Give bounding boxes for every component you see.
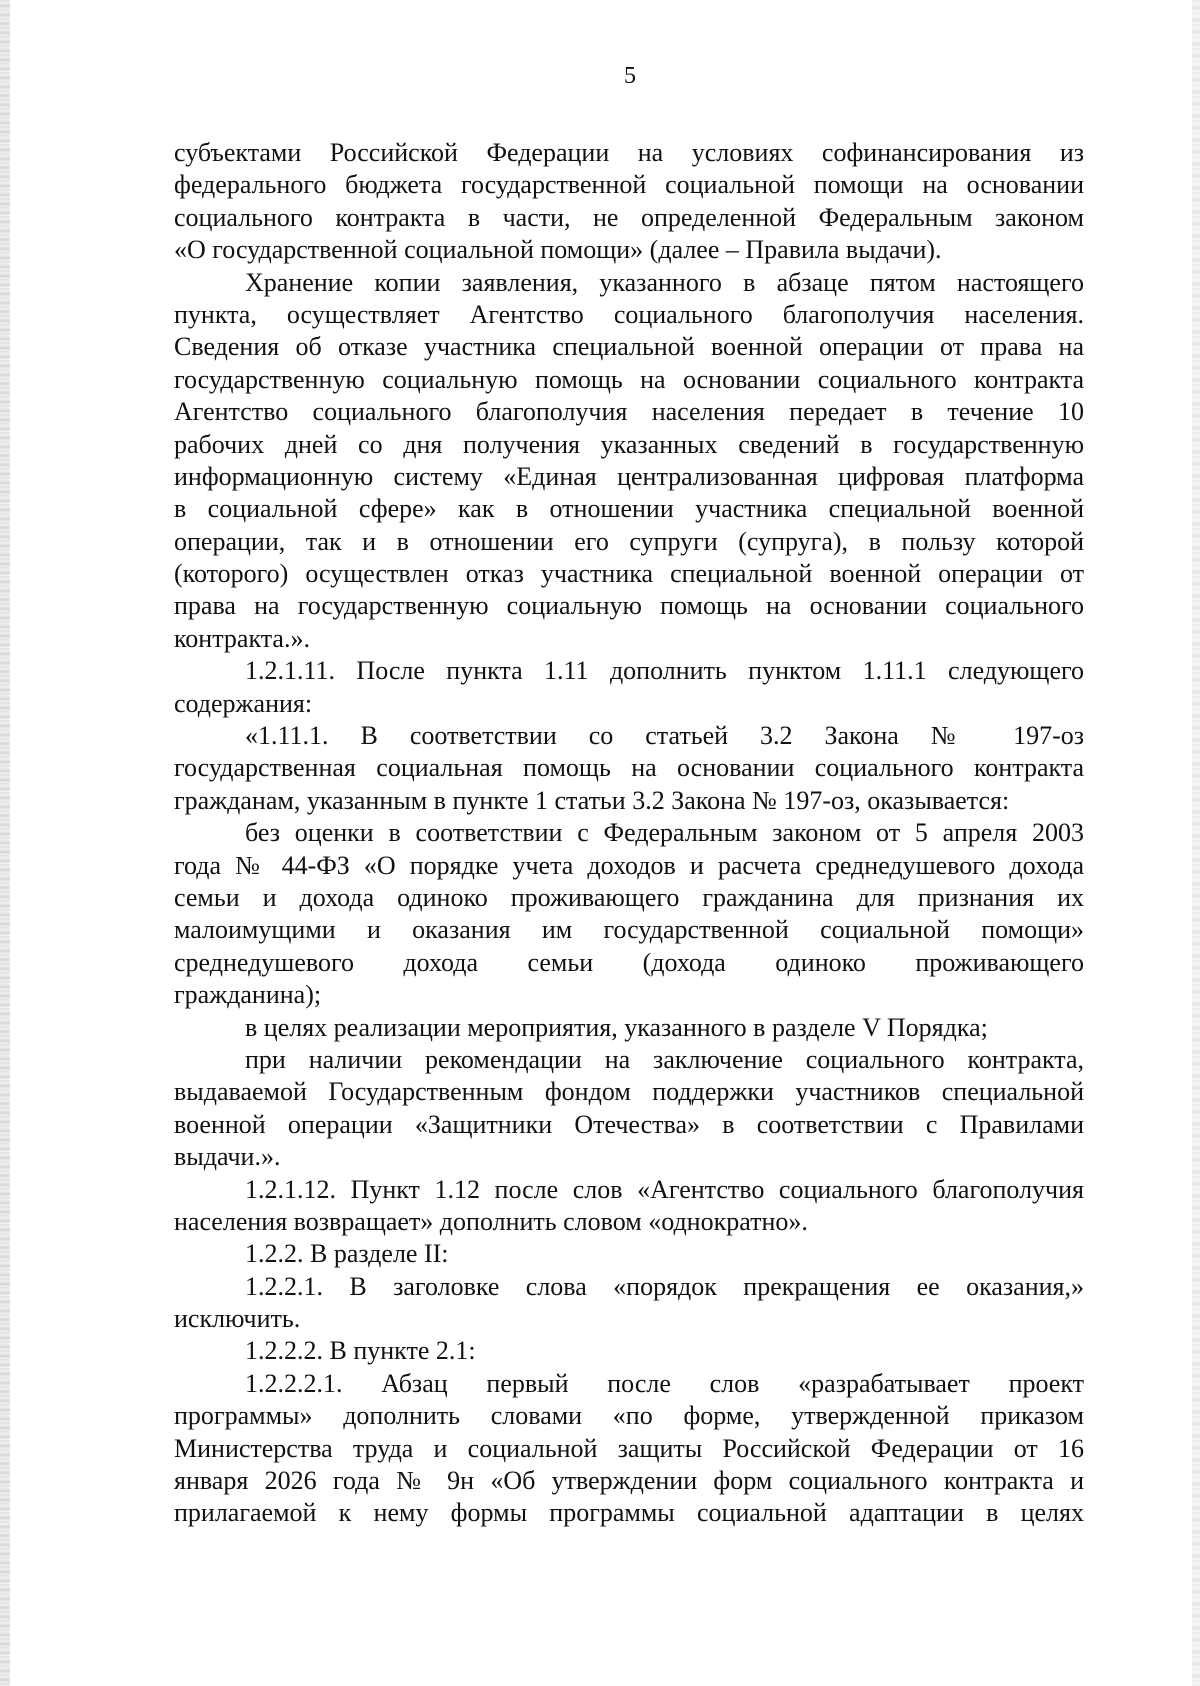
text-line: прилагаемой к нему формы программы социальной адаптации в целях [174,1498,1084,1528]
text-line: 1.2.2.2.1. Абзац первый после слов «разрабатывает проект [245,1368,1084,1398]
text-line: федерального бюджета государственной социальной помощи на основании [174,170,1084,200]
text-line: без оценки в соответствии с Федеральным законом от 5 апреля 2003 [245,818,1084,848]
text-line: 1.2.2.2. В пункте 2.1: [245,1336,476,1366]
scan-edge-left [0,0,10,1686]
text-line: Агентство социального благополучия населения передает в течение 10 [174,397,1084,427]
text-line: года № 44-ФЗ «О порядке учета доходов и расчета среднедушевого дохода [174,850,1084,880]
text-line: исключить. [174,1304,301,1334]
scan-edge-right [1192,0,1200,1686]
text-line: «О государственной социальной помощи» (далее – Правила выдачи). [174,235,942,265]
text-line: малоимущими и оказания им государственной социальной помощи» [174,915,1084,945]
text-line: социального контракта в части, не определенной Федеральным законом [174,202,1084,232]
text-line: содержания: [174,688,313,718]
text-line: в целях реализации мероприятия, указанного в разделе V Порядка; [245,1012,988,1042]
document-body [174,137,1084,1530]
text-line: при наличии рекомендации на заключение социального контракта, [245,1044,1084,1074]
text-line: рабочих дней со дня получения указанных сведений в государственную [174,429,1084,459]
text-line: гражданам, указанным в пункте 1 статьи 3.2 Закона № 197-оз, оказывается: [174,785,1010,815]
text-line: 1.2.2.1. В заголовке слова «порядок прекращения ее оказания,» [245,1271,1084,1301]
text-line: операции, так и в отношении его супруги (супруга), в пользу которой [174,526,1084,556]
text-line: 1.2.1.11. После пункта 1.11 дополнить пунктом 1.11.1 следующего [245,656,1084,686]
text-line: января 2026 года № 9н «Об утверждении форм социального контракта и [174,1466,1084,1496]
page-number: 5 [624,63,636,89]
text-line: 1.2.1.12. Пункт 1.12 после слов «Агентство социального благополучия [245,1174,1084,1204]
text-line: права на государственную социальную помощь на основании социального [174,591,1084,621]
text-line: государственную социальную помощь на основании социального контракта [174,364,1084,394]
text-line: военной операции «Защитники Отечества» в соответствии с Правилами [174,1109,1084,1139]
text-line: «1.11.1. В соответствии со статьей 3.2 Закона № 197-оз [245,721,1084,751]
text-line: контракта.». [174,623,310,653]
text-line: Сведения об отказе участника специальной военной операции от права на [174,332,1084,362]
text-line: в социальной сфере» как в отношении участника специальной военной [174,494,1084,524]
text-line: среднедушевого дохода семьи (дохода одиноко проживающего [174,947,1084,977]
text-line: 1.2.2. В разделе II: [245,1239,449,1269]
text-line: программы» дополнить словами «по форме, утвержденной приказом [174,1401,1084,1431]
text-line: семьи и дохода одиноко проживающего гражданина для признания их [174,882,1084,912]
text-line: гражданина); [174,980,322,1010]
text-line: информационную систему «Единая централизованная цифровая платформа [174,461,1084,491]
text-line: выдаваемой Государственным фондом поддержки участников специальной [174,1077,1084,1107]
text-line: населения возвращает» дополнить словом «однократно». [174,1206,808,1236]
text-line: Хранение копии заявления, указанного в абзаце пятом настоящего [245,267,1084,297]
text-line: выдачи.». [174,1142,281,1172]
text-line: (которого) осуществлен отказ участника специальной военной операции от [174,559,1084,589]
text-line: субъектами Российской Федерации на условиях софинансирования из [174,138,1084,167]
text-line: пункта, осуществляет Агентство социального благополучия населения. [174,299,1084,329]
text-line: Министерства труда и социальной защиты Российской Федерации от 16 [174,1433,1084,1463]
text-line: государственная социальная помощь на основании социального контракта [174,753,1084,783]
